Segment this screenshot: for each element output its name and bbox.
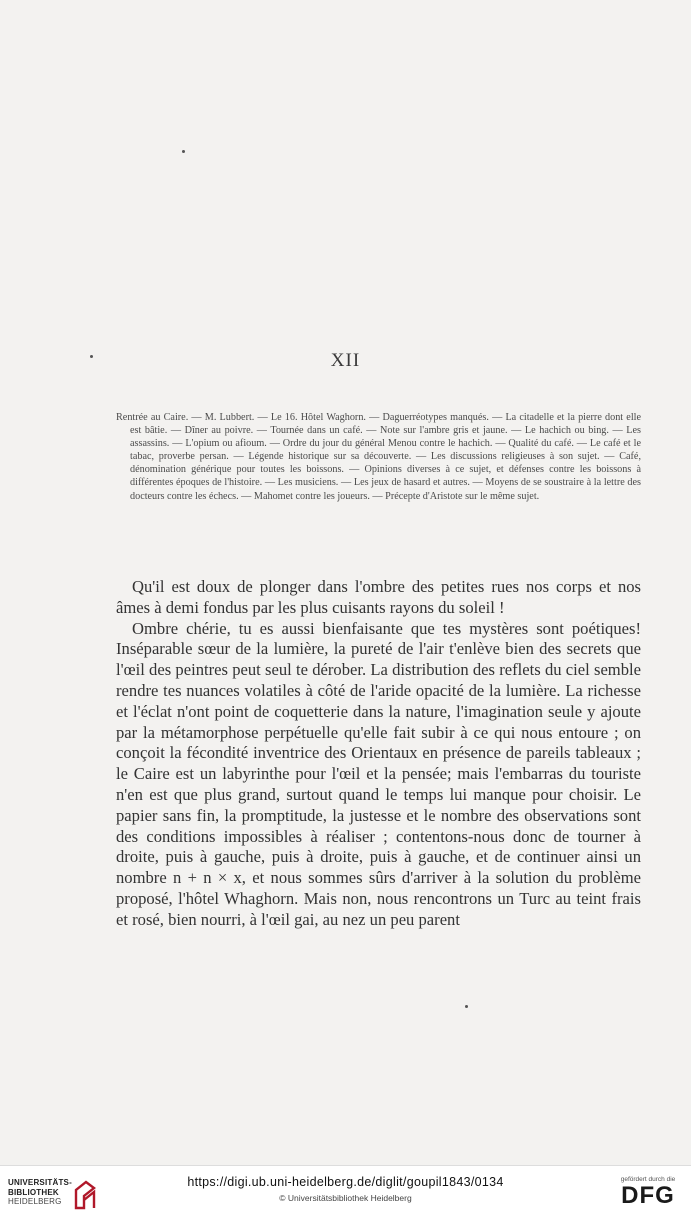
library-name-line2: BIBLIOTHEK xyxy=(8,1187,59,1197)
paragraph-2: Ombre chérie, tu es aussi bienfaisante que tes mystères sont poétiques! Inséparable sœur de la lumière, la pureté de l'air t'enlève bien des secrets que l'œil des peintres peut seul te dérober. La distribution des reflets du ciel semble rendre tes nuances volatiles à côté de l'aride opacité de la lumière. La richesse et l'éclat n'ont point de coquetterie dans la nature, l'imagination seule y ajoute par la métamorphose perpétuelle qu'elle fait subir à ce qui nous entoure ; on conçoit la fécondité inventrice des Orientaux en présence de pareils tableaux ; le Caire est un labyrinthe pour l'œil et la pensée; mais l'embarras du touriste n'en est que plus grand, surtout quand le temps lui manque pour choisir. Le papier sans fin, la promptitude, la justesse et le nombre des observations sont des conditions impossibles à réaliser ; contentons-nous donc de tourner à droite, puis à gauche, puis à droite, puis à gauche, et de continuer ainsi un nombre n + n × x, et nous sommes sûrs d'arriver à la solution du problème proposé, l'hôtel Whaghorn. Mais non, nous rencontrons un Turc au teint frais et rosé, bien nourri, à l'œil gai, au nez un peu parent xyxy=(116,618,641,929)
paragraph-1: Qu'il est doux de plonger dans l'ombre des petites rues nos corps et nos âmes à demi fondus par les plus cuisants rayons du soleil ! xyxy=(116,577,641,617)
library-name-line3: HEIDELBERG xyxy=(8,1197,62,1206)
copyright-notice: © Universitätsbibliothek Heidelberg xyxy=(279,1193,412,1203)
funder-logo[interactable] xyxy=(612,1176,684,1209)
page-speck xyxy=(182,150,185,153)
viewer-footer xyxy=(0,1165,691,1222)
body-text xyxy=(116,577,641,931)
library-name-line1: UNIVERSITÄTS- xyxy=(8,1178,72,1187)
dfg-logo-icon: DFG xyxy=(621,1182,675,1209)
library-logo[interactable] xyxy=(8,1178,108,1212)
citation-box xyxy=(120,1175,571,1203)
page-speck xyxy=(465,1005,468,1008)
permalink-url[interactable]: https://digi.ub.uni-heidelberg.de/diglit/goupil1843/0134 xyxy=(187,1175,504,1189)
summary-text: Rentrée au Caire. — M. Lubbert. — Le 16. Hôtel Waghorn. — Daguerréotypes manqués. — La citadelle et la pierre dont elle est bâtie. — Dîner au poivre. — Tournée dans un café. — Note sur l'ambre gris et jaune. — Le hachich ou bing. — Les assassins. — L'opium ou afioum. — Ordre du jour du général Menou contre le hachich. — Qualité du café. — Le café et le tabac, proverbe persan. — Légende historique sur sa découverte. — Les discussions religieuses à son sujet. — Café, dénomination générique pour toutes les boissons. — Opinions diverses à ce sujet, et défenses contre les boissons à différentes époques de l'histoire. — Les musiciens. — Les jeux de hasard et autres. — Moyens de se soustraire à la lettre des docteurs contre les échecs. — Mahomet contre les joueurs. — Précepte d'Aristote sur le même sujet. xyxy=(116,412,641,502)
library-emblem-icon xyxy=(72,1180,98,1210)
chapter-summary xyxy=(116,411,641,503)
funder-note: gefördert durch die xyxy=(620,1176,676,1183)
chapter-heading: XII xyxy=(330,350,361,371)
